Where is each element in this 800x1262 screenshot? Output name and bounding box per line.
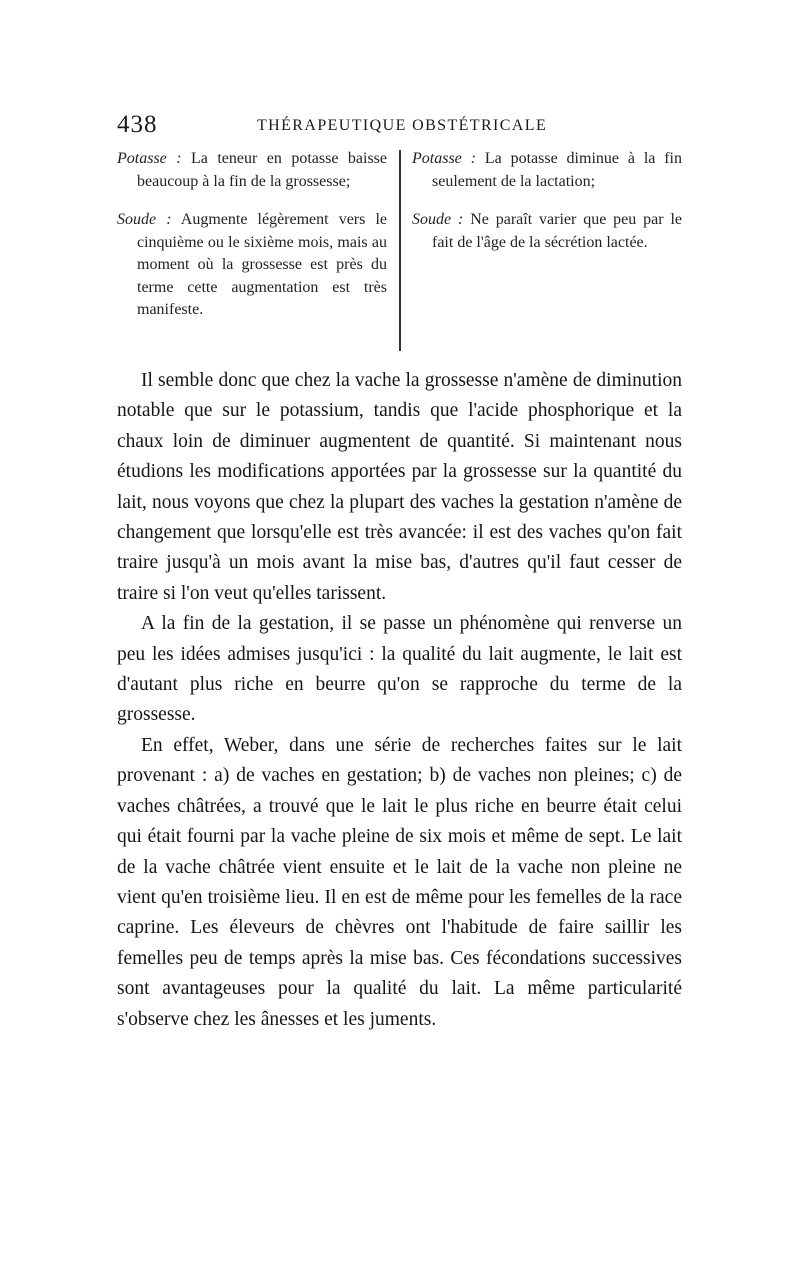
entry-text: Augmente légèrement vers le cinquième ou le sixième mois, mais au moment où la grossesse est près du terme cette augmentation est très manifeste.: [137, 211, 388, 318]
comparison-columns: [117, 148, 682, 353]
paragraph-2: A la fin de la gestation, il se passe un phénomène qui renverse un peu les idées admises jusqu'ici : la qualité du lait augmente, le lait est d'autant plus riche en beurre qu'on se rapproche du terme de la grossesse.: [117, 613, 682, 726]
entry-text: La potasse diminue à la fin seulement de la lactation;: [432, 150, 682, 190]
entry-term: Potasse :: [412, 150, 476, 167]
entry-text: Ne paraît varier que peu par le fait de l'âge de la sécrétion lactée.: [432, 211, 682, 251]
body-text: [117, 366, 682, 1035]
right-entry-soude: [412, 209, 682, 254]
entry-text: La teneur en potasse baisse beaucoup à la fin de la grossesse;: [137, 150, 388, 190]
right-column: [412, 148, 682, 270]
column-divider: [399, 150, 401, 351]
paragraph-1: Il semble donc que chez la vache la grossesse n'amène de diminution notable que sur le potassium, tandis que l'acide phosphorique et la chaux loin de diminuer augmentent de quantité. Si maintenant nous étudions les modifications apportées par la grossesse sur la quantité du lait, nous voyons que chez la plupart des vaches la gestation n'amène de changement que lorsqu'elle est très avancée: il est des vaches qu'on fait traire jusqu'à un mois avant la mise bas, d'autres qu'il faut cesser de traire si l'on veut qu'elles tarissent.: [117, 370, 682, 604]
right-entry-potasse: [412, 148, 682, 193]
left-entry-soude: [117, 209, 387, 322]
entry-term: Soude :: [117, 211, 172, 228]
page-number: 438: [117, 111, 158, 138]
running-head: [117, 110, 680, 140]
left-column: [117, 148, 387, 338]
entry-term: Potasse :: [117, 150, 182, 167]
running-title: THÉRAPEUTIQUE OBSTÉTRICALE: [257, 117, 548, 134]
left-entry-potasse: [117, 148, 387, 193]
entry-term: Soude :: [412, 211, 464, 228]
paragraph-3: En effet, Weber, dans une série de recherches faites sur le lait provenant : a) de vaches en gestation; b) de vaches non pleines; c) de vaches châtrées, a trouvé que le lait le plus riche en beurre était celui qui était fourni par la vache pleine de six mois et même de sept. Le lait de la vache châtrée vient ensuite et le lait de la vache non pleine ne vient qu'en troisième lieu. Il en est de même pour les femelles de la race caprine. Les éleveurs de chèvres ont l'habitude de faire saillir les femelles peu de temps après la mise bas. Ces fécondations successives sont avantageuses pour la qualité du lait. La même particularité s'observe chez les ânesses et les juments.: [117, 734, 682, 1030]
